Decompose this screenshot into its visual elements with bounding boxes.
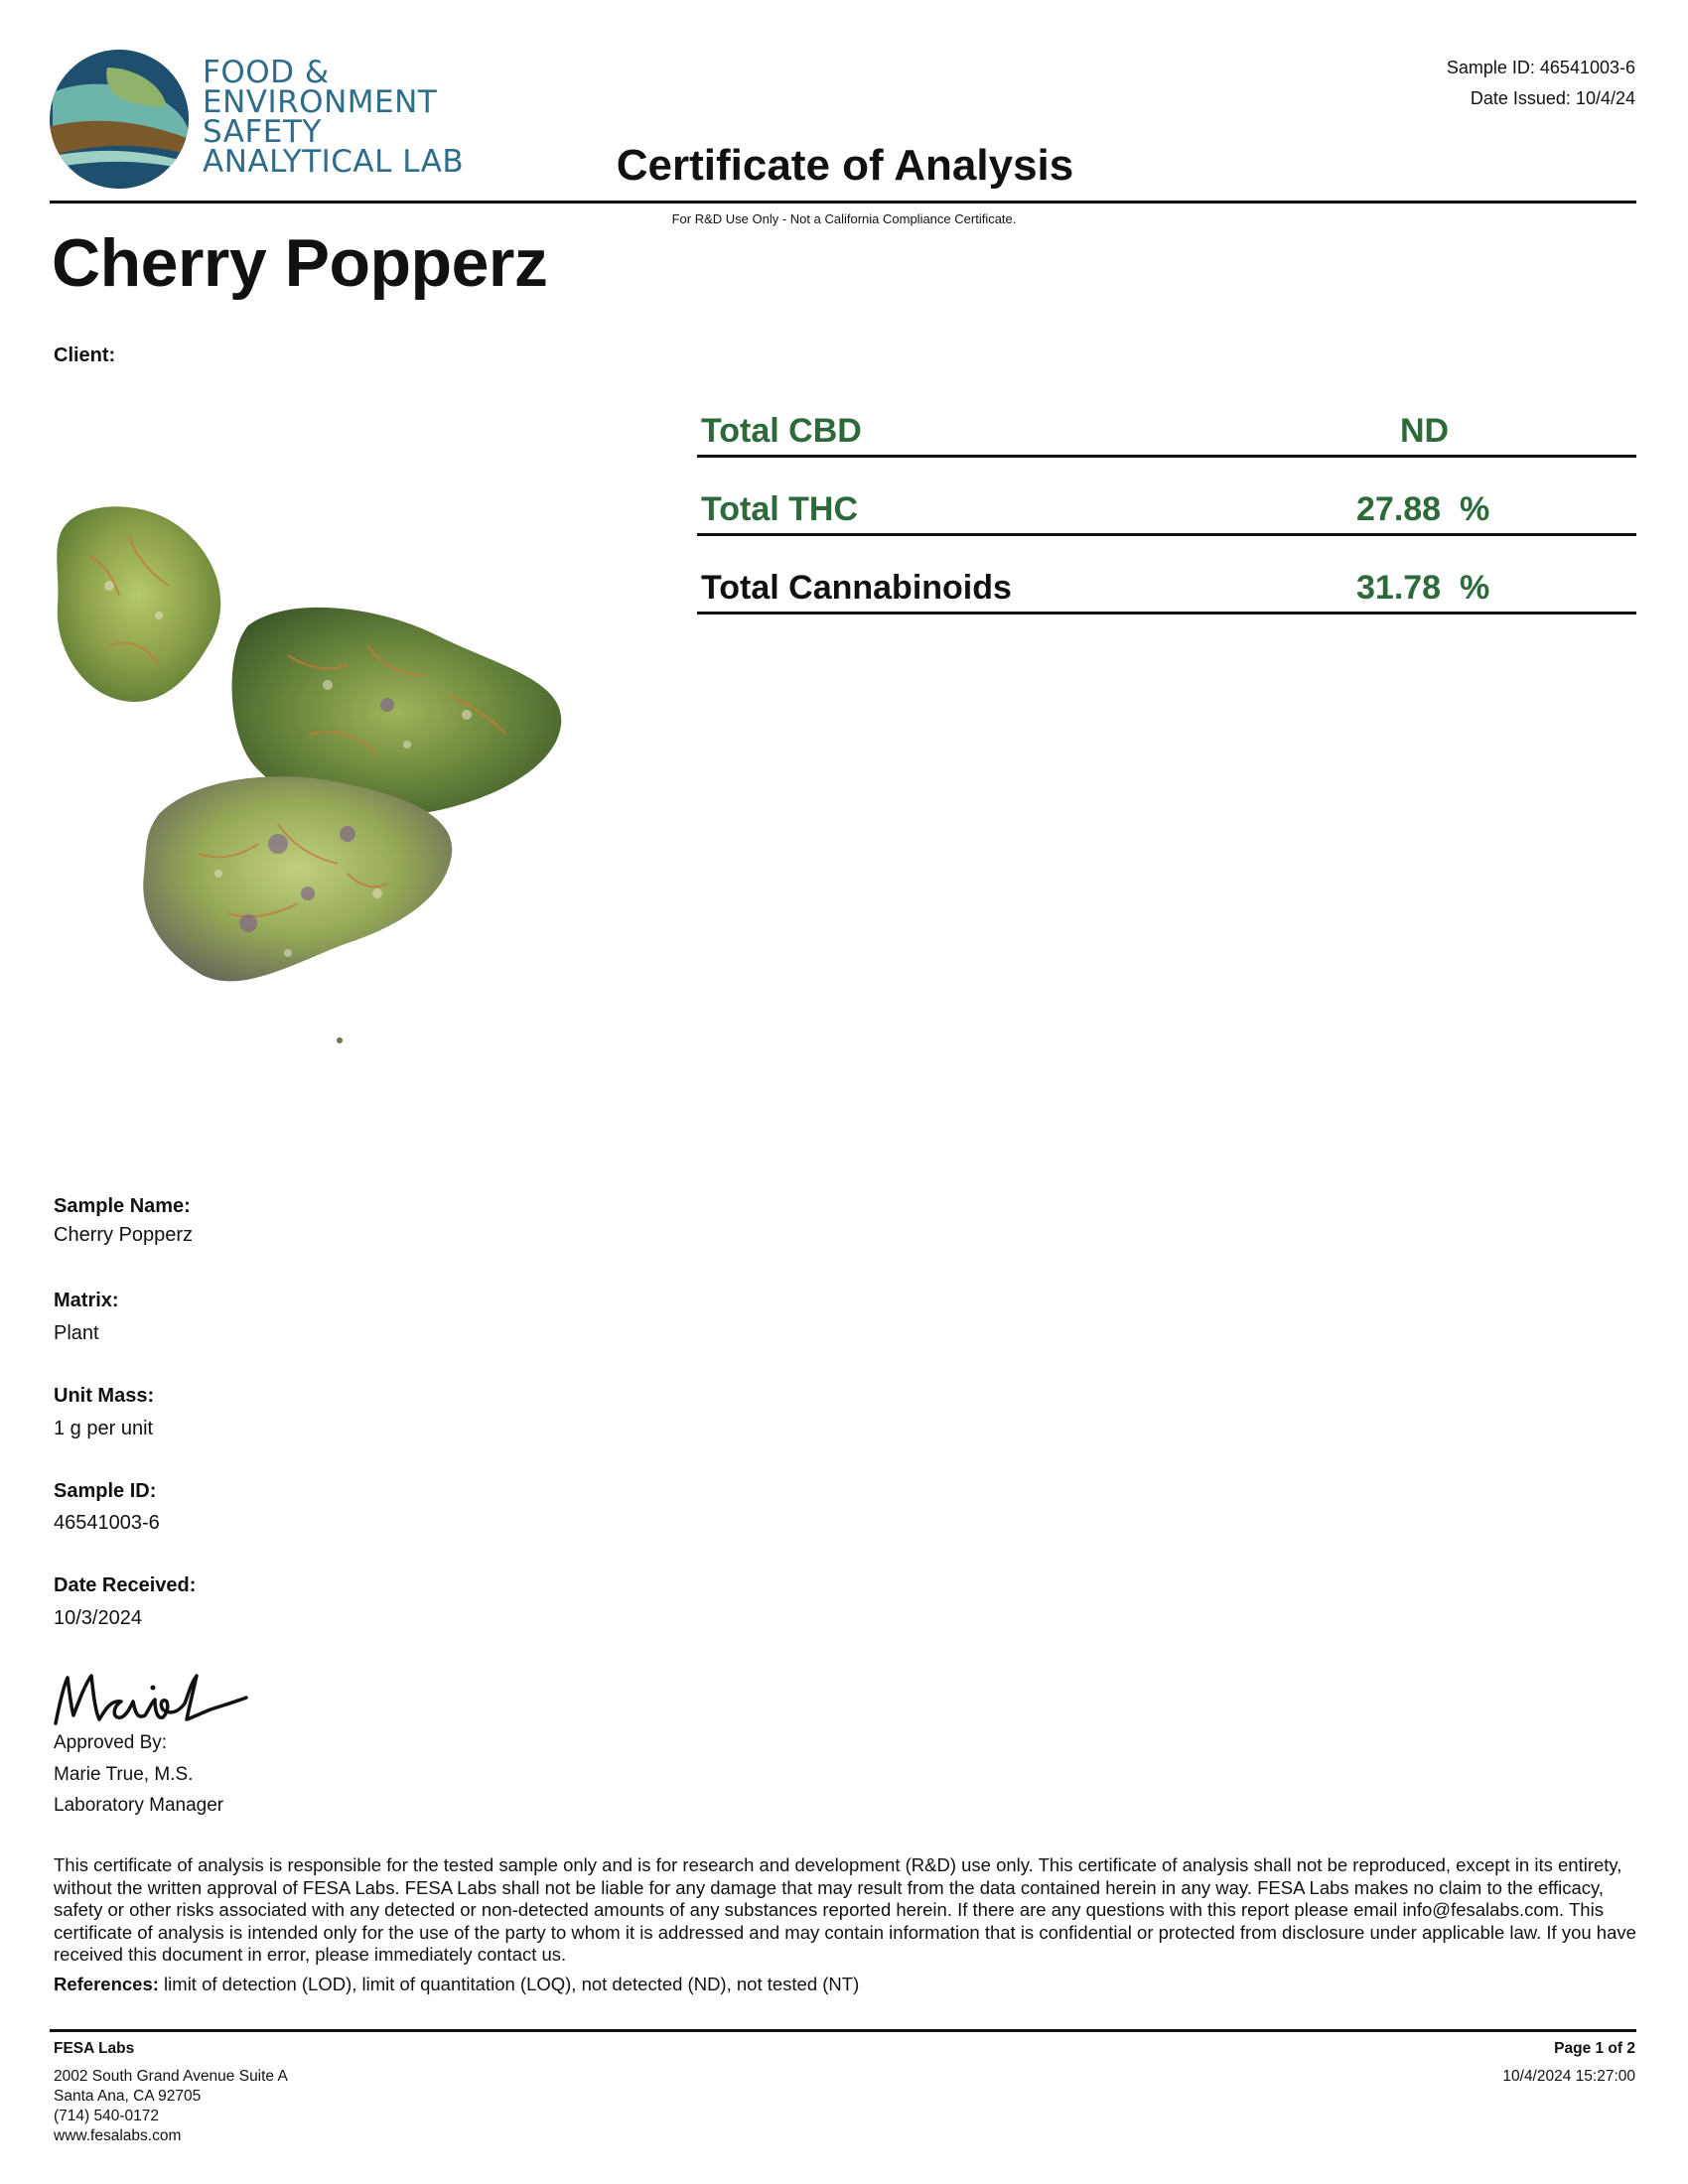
compliance-note: For R&D Use Only - Not a California Compliance Certificate. (671, 211, 1017, 226)
logo-text-line3: SAFETY (203, 114, 322, 150)
product-photo (50, 496, 586, 1072)
summary-name: Total CBD (701, 412, 862, 450)
summary-row-total-thc (697, 478, 1636, 536)
sample-id-value: 46541003-6 (54, 1512, 160, 1534)
signature-image (52, 1664, 250, 1731)
approver-name: Marie True, M.S. (54, 1764, 194, 1785)
references-label: References: (54, 1974, 159, 1994)
summary-name: Total THC (701, 490, 859, 528)
summary-row-total-cannabinoids (697, 556, 1636, 614)
matrix-label: Matrix: (54, 1290, 119, 1311)
footer-company: FESA Labs (54, 2040, 135, 2057)
summary-name: Total Cannabinoids (701, 569, 1012, 607)
product-title: Cherry Popperz (52, 225, 548, 301)
sample-id-label: Sample ID: (54, 1480, 157, 1502)
footer-address2: Santa Ana, CA 92705 (54, 2088, 202, 2105)
summary-value: 31.78 % (1356, 569, 1490, 607)
date-received-label: Date Received: (54, 1574, 197, 1596)
footer-divider (50, 2029, 1636, 2032)
header-sample-id: Sample ID: 46541003-6 (1446, 58, 1635, 77)
references-text: limit of detection (LOD), limit of quantitation (LOQ), not detected (ND), not tested (NT) (158, 1974, 860, 1994)
footer-address-block (54, 2039, 288, 2146)
footer-phone: (714) 540-0172 (54, 2108, 159, 2124)
logo-text-line4: ANALYTICAL LAB (203, 144, 465, 180)
sample-name-value: Cherry Popperz (54, 1224, 194, 1246)
sample-name-label: Sample Name: (54, 1195, 191, 1217)
footer-timestamp: 10/4/2024 15:27:00 (1502, 2068, 1635, 2085)
footer-website[interactable]: www.fesalabs.com (54, 2127, 182, 2144)
footer-address1: 2002 South Grand Avenue Suite A (54, 2068, 288, 2085)
references (54, 1974, 859, 1995)
footer-page-info (1502, 2039, 1635, 2087)
cannabis-bud-image (50, 496, 586, 1072)
date-received-value: 10/3/2024 (54, 1607, 142, 1629)
document-title-text: Certificate of Analysis (616, 141, 1074, 190)
unit-mass-label: Unit Mass: (54, 1385, 155, 1407)
matrix-value: Plant (54, 1322, 99, 1344)
logo-text-line2: ENVIRONMENT (203, 84, 438, 120)
header-date-issued: Date Issued: 10/4/24 (1470, 88, 1635, 108)
header-meta (1447, 53, 1635, 114)
footer-page-number: Page 1 of 2 (1554, 2040, 1635, 2057)
summary-row-total-cbd (697, 399, 1636, 458)
disclaimer-text: This certificate of analysis is responsible for the tested sample only and is for research and development (R&D) use only. This certificate of analysis shall not be reproduced, except in its entirety, without the written approval of FESA Labs. FESA Labs shall not be liable for any damage that may result from the data contained herein in any way. FESA Labs makes no claim to the efficacy, safety or other risks associated with any detected or non-detected amounts of any substances reported herein. If there are any questions with this report please email info@fesalabs.com. This certificate of analysis is intended only for the use of the party to whom it is addressed and may contain information that is confidential or protected from disclosure under applicable law. If you have received this document in error, please immediately contact us. (54, 1854, 1636, 1965)
summary-value: ND (1400, 412, 1450, 450)
unit-mass-value: 1 g per unit (54, 1418, 154, 1439)
approver-role: Laboratory Manager (54, 1795, 224, 1816)
header-divider (50, 201, 1636, 204)
logo-text-line1: FOOD & (203, 55, 330, 90)
summary-value: 27.88 % (1356, 490, 1490, 528)
document-title (0, 141, 1688, 191)
client-label: Client: (54, 344, 116, 366)
approved-by-label: Approved By: (54, 1732, 168, 1753)
signature-icon (52, 1664, 250, 1731)
